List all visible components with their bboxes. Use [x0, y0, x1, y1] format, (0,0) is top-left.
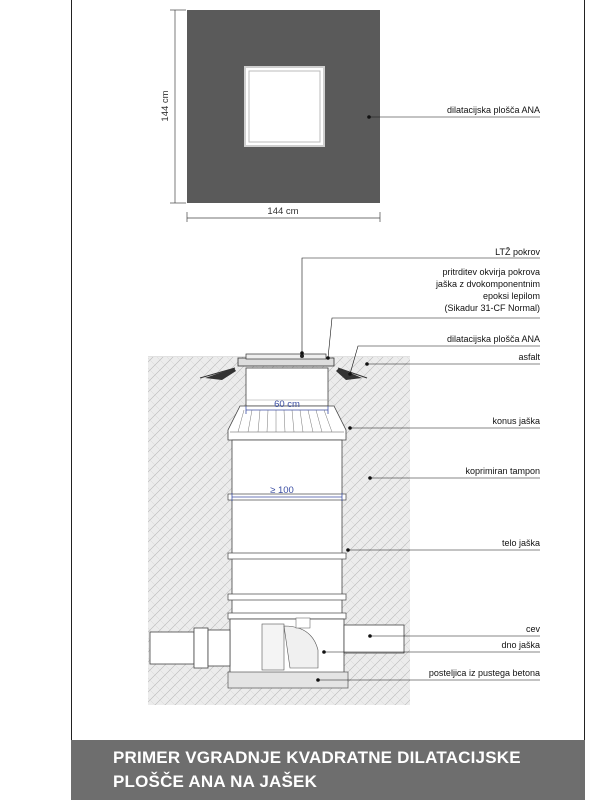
label-ltz-cover: LTŽ pokrov: [495, 247, 540, 257]
label-plate-section: dilatacijska plošča ANA: [446, 334, 540, 344]
label-fixing-1: pritrditev okvirja pokrova: [442, 267, 540, 277]
dim-horizontal-label: 144 cm: [267, 206, 299, 217]
label-plate-plan: dilatacijska plošča ANA: [446, 105, 540, 115]
manhole-cover-plan: [245, 67, 324, 146]
label-asphalt: asfalt: [518, 352, 540, 362]
label-tampon: koprimiran tampon: [465, 466, 540, 476]
label-fixing-3: epoksi lepilom: [482, 291, 540, 301]
dimension-vertical: [170, 10, 186, 203]
ltz-cover-section: [238, 354, 334, 366]
manhole-bottom: [230, 618, 344, 675]
label-body: telo jaška: [501, 538, 540, 548]
plan-view: [160, 10, 540, 222]
dim-vertical-label: 144 cm: [160, 90, 171, 122]
label-fixing-2: jaška z dvokomponentnim: [435, 279, 540, 289]
label-bedding: posteljica iz pustega betona: [428, 668, 540, 678]
label-pipe: cev: [525, 624, 540, 634]
footer-banner: [71, 740, 585, 800]
label-fixing-4: (Sikadur 31-CF Normal): [444, 303, 540, 313]
dim-opening-label: 60 cm: [274, 399, 300, 410]
footer-title-line1: PRIMER VGRADNJE KVADRATNE DILATACIJSKE: [113, 748, 521, 767]
footer-title-line2: PLOŠČE ANA NA JAŠEK: [113, 772, 318, 791]
dim-diameter-label: ≥ 100: [270, 485, 294, 496]
label-cone: konus jaška: [492, 416, 540, 426]
label-bottom: dno jaška: [501, 640, 540, 650]
section-view: [148, 247, 540, 705]
footer-title: [113, 746, 521, 794]
manhole-body: [228, 440, 346, 619]
